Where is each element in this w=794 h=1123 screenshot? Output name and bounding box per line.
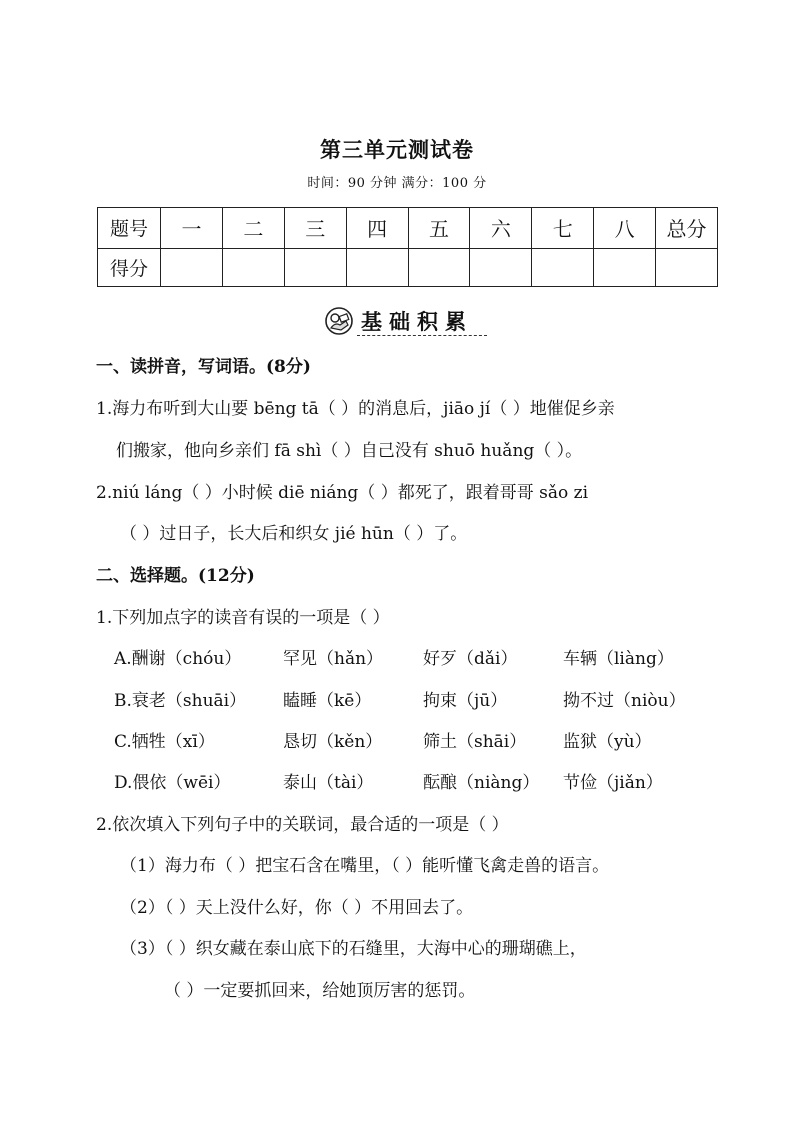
option-b-3: 拘束（jū）: [423, 691, 508, 711]
reading-student-icon: [324, 306, 354, 336]
score-cell[interactable]: [470, 248, 532, 286]
option-b-1: B.衰老（shuāi）: [114, 691, 247, 711]
s1-q2-line2: （ ）过日子，长大后和织女 jié hūn（ ）了。: [120, 524, 468, 544]
score-table-score-row: [98, 248, 718, 286]
score-cell[interactable]: [408, 248, 470, 286]
column-header: 八: [594, 208, 656, 249]
option-a-4: 车辆（liàng）: [563, 649, 674, 669]
score-cell[interactable]: [594, 248, 656, 286]
column-header: 一: [161, 208, 223, 249]
score-table: [97, 207, 718, 287]
option-b-4: 拗不过（niòu）: [563, 691, 686, 711]
column-header: 五: [408, 208, 470, 249]
option-d-4: 节俭（jiǎn）: [563, 773, 663, 793]
column-header: 二: [222, 208, 284, 249]
section-banner: [0, 304, 794, 340]
s2-q2-item-1: （1）海力布（ ）把宝石含在嘴里，（ ）能听懂飞禽走兽的语言。: [120, 856, 610, 876]
option-a-2: 罕见（hǎn）: [283, 649, 384, 669]
s2-q2-item-2: （2）（ ）天上没什么好，你（ ）不用回去了。: [120, 898, 474, 918]
score-cell[interactable]: [284, 248, 346, 286]
option-c-4: 监狱（yù）: [563, 732, 652, 752]
s2-q2-item-3-cont: （ ）一定要抓回来，给她顶厉害的惩罚。: [164, 981, 476, 1001]
column-header: 三: [284, 208, 346, 249]
option-d-2: 泰山（tài）: [283, 773, 374, 793]
s1-q1-line2: 们搬家，他向乡亲们 fā shì（ ）自己没有 shuō huǎng（ ）。: [116, 441, 583, 461]
option-c-3: 筛土（shāi）: [423, 732, 527, 752]
option-a-1: A.酬谢（chóu）: [114, 649, 242, 669]
option-c-1: C.牺牲（xī）: [114, 732, 215, 752]
s2-q2-stem: 2.依次填入下列句子中的关联词，最合适的一项是（ ）: [96, 815, 509, 835]
s1-q2-line1: 2.niú láng（ ）小时候 diē niáng（ ）都死了，跟着哥哥 sǎo zi: [96, 483, 589, 503]
row-label-score: 得分: [98, 248, 161, 286]
column-header: 六: [470, 208, 532, 249]
score-cell-total[interactable]: [656, 248, 718, 286]
option-c-2: 恳切（kěn）: [283, 732, 383, 752]
score-cell[interactable]: [222, 248, 284, 286]
score-cell[interactable]: [532, 248, 594, 286]
score-cell[interactable]: [346, 248, 408, 286]
section1-heading: 一、读拼音，写词语。(8分): [96, 357, 311, 377]
score-table-header-row: [98, 208, 718, 249]
s2-q1-stem: 1.下列加点字的读音有误的一项是（ ）: [96, 608, 390, 628]
s2-q2-item-3: （3）（ ）织女藏在泰山底下的石缝里，大海中心的珊瑚礁上，: [120, 939, 587, 959]
column-header: 七: [532, 208, 594, 249]
banner-label: 基础积累: [361, 310, 473, 334]
option-a-3: 好歹（dǎi）: [423, 649, 518, 669]
page-title: 第三单元测试卷: [320, 137, 474, 162]
column-header: 四: [346, 208, 408, 249]
s1-q1-line1: 1.海力布听到大山要 bēng tā（ ）的消息后，jiāo jí（ ）地催促乡亲: [96, 399, 615, 419]
column-header-total: 总分: [656, 208, 718, 249]
score-cell[interactable]: [161, 248, 223, 286]
section2-heading: 二、选择题。(12分): [96, 566, 255, 586]
option-b-2: 瞌睡（kē）: [283, 691, 372, 711]
option-d-3: 酝酿（niàng）: [423, 773, 540, 793]
option-d-1: D.偎依（wēi）: [114, 773, 231, 793]
row-label-question-number: 题号: [98, 208, 161, 249]
exam-info: 时间：90 分钟 满分：100 分: [307, 176, 487, 191]
banner-underline: [357, 335, 487, 336]
